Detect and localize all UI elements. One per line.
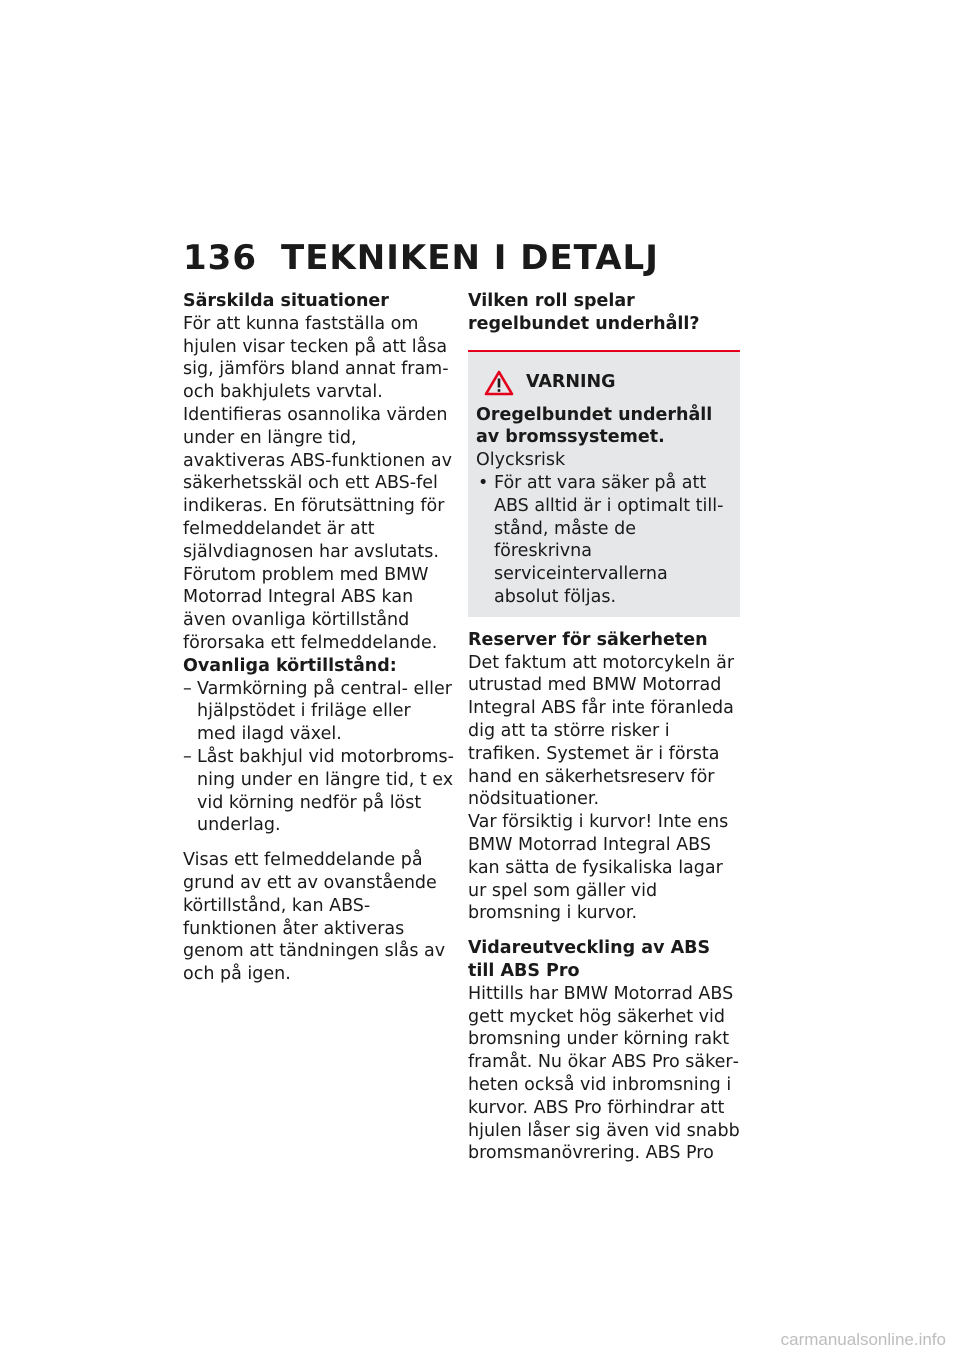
right-column xyxy=(468,290,740,1165)
paragraph-other-causes: Förutom problem med BMW Motorrad Integral ABS kan även ovanliga körtillstånd förorsaka ett felmeddelande. xyxy=(183,564,438,653)
list-item: – Varmkörning på central- eller hjälpstödet i friläge eller med ilagd växel. xyxy=(183,678,455,746)
warning-risk: Olycksrisk xyxy=(476,450,566,471)
section-heading-abs-pro: Vidareutveckling av ABS till ABS Pro xyxy=(468,938,711,981)
warning-header xyxy=(476,370,728,396)
page-number: 136 xyxy=(183,238,257,278)
section-heading-maintenance: Vilken roll spelar regelbundet underhåll? xyxy=(468,291,700,334)
chapter-title: TEKNIKEN I DETALJ xyxy=(281,238,659,278)
condition-list xyxy=(183,678,455,838)
list-item: • För att vara säker på att ABS alltid är i optimalt tillstånd, måste de föreskrivna serviceintervallerna absolut följas. xyxy=(476,472,728,609)
warning-heading: Oregelbundet underhåll av bromssystemet. xyxy=(476,404,713,448)
warning-label: VARNING xyxy=(526,372,616,393)
paragraph-curves: Var försiktig i kurvor! Inte ens BMW Motorrad Integral ABS kan sätta de fysikaliska lagar ur spel som gäller vid bromsning i kurvor. xyxy=(468,812,729,924)
paragraph-abs-pro: Hittills har BMW Motorrad ABS gett mycket hög säkerhet vid bromsning under körning rakt framåt. Nu ökar ABS Pro säkerheten också vid inbromsning i kurvor. ABS Pro förhindrar att hjulen låser sig även vid snabb bromsmanövrering. ABS Pro xyxy=(468,983,740,1164)
paragraph-safety-reserve: Det faktum att motorcykeln är utrustad med BMW Motorrad Integral ABS får inte föranleda dig att ta större risker i trafiken. Systemet är i första hand en säkerhetsreserv för nödsituationer. xyxy=(468,652,735,810)
warning-box xyxy=(468,350,740,617)
left-column xyxy=(183,290,455,986)
paragraph-abs-detection: För att kunna fastställa om hjulen visar tecken på att låsa sig, jämförs bland annat fram- och bakhjulets varvtal. Identifieras osannolika värden under en längre tid, avaktiveras ABS-funktionen av säkerhetsskäl och ett ABS-fel indikeras. En förutsättning för felmeddelandet är att självdiagnosen har avslutats. xyxy=(183,313,452,562)
section-heading-special-situations: Särskilda situationer xyxy=(183,291,389,311)
list-item: – Låst bakhjul vid motorbromsning under en längre tid, t ex vid körning nedför på löst underlag. xyxy=(183,746,455,837)
section-heading-unusual-conditions: Ovanliga körtillstånd: xyxy=(183,655,397,676)
watermark: carmanualsonline.info xyxy=(780,1330,946,1349)
page-header xyxy=(183,238,743,278)
section-heading-safety-reserve: Reserver för säkerheten xyxy=(468,629,708,650)
warning-triangle-icon xyxy=(484,370,514,396)
paragraph-reactivation: Visas ett felmeddelande på grund av ett av ovanstående körtillstånd, kan ABS-funktionen åter aktiveras genom att tändningen slås av och på igen. xyxy=(183,850,446,985)
warning-list xyxy=(476,472,728,609)
